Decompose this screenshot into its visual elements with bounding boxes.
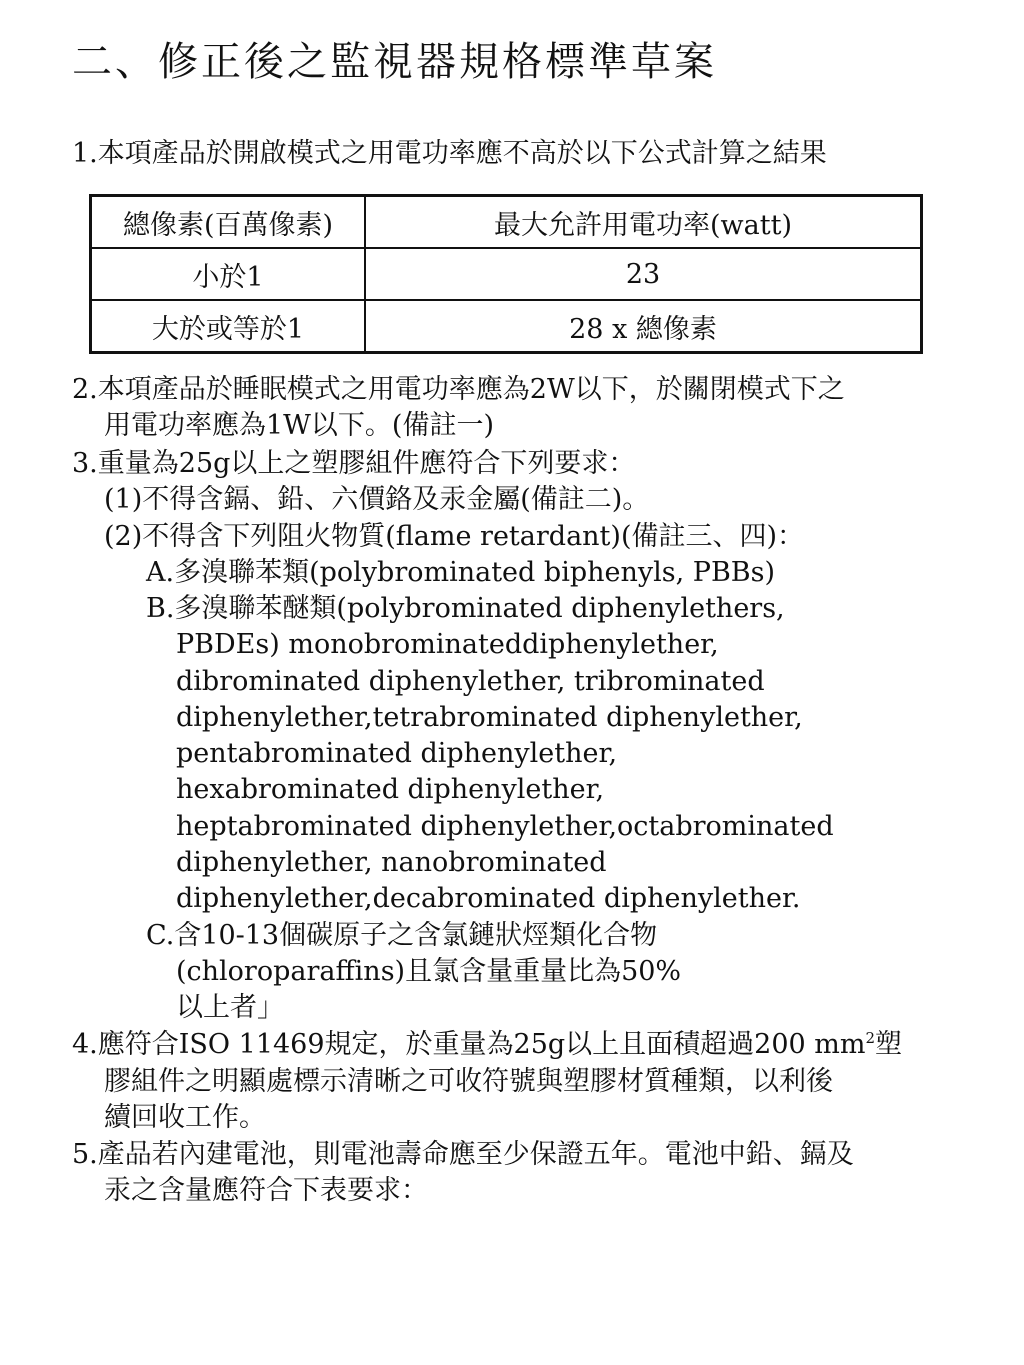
item-3-b-line: diphenylether, nanobrominated xyxy=(176,847,607,878)
item-3-b-line: dibrominated diphenylether, tribrominated xyxy=(176,666,765,697)
item-3-c-line: (chloroparaffins)且氯含量重量比為50% xyxy=(176,956,682,987)
item-1-text: 1.本項產品於開啟模式之用電功率應不高於以下公式計算之結果 xyxy=(72,138,827,169)
superscript-2: 2 xyxy=(865,1029,876,1047)
item-3-b-line: pentabrominated diphenylether, xyxy=(176,738,618,769)
table-header-row xyxy=(91,196,922,249)
item-2-line-2: 用電功率應為1W以下。(備註一) xyxy=(104,410,494,441)
item-4-line-1-text: 4.應符合ISO 11469規定，於重量為25g以上且面積超過200 mm xyxy=(72,1029,866,1060)
table-cell: 大於或等於1 xyxy=(91,300,366,353)
item-3-b-line: diphenylether,decabrominated diphenylether. xyxy=(176,883,801,914)
item-3-b-line: heptabrominated diphenylether,octabrominated xyxy=(176,811,834,842)
item-3-sub-2: (2)不得含下列阻火物質(flame retardant)(備註三、四)： xyxy=(104,521,805,552)
item-2-line-1: 2.本項產品於睡眠模式之用電功率應為2W以下，於關閉模式下之 xyxy=(72,374,845,405)
table-cell: 23 xyxy=(365,248,922,300)
table-cell: 小於1 xyxy=(91,248,366,300)
page-title: 二、修正後之監視器規格標準草案 xyxy=(72,39,717,85)
item-3-a: A.多溴聯苯類(polybrominated biphenyls, PBBs) xyxy=(146,557,776,588)
table-row xyxy=(91,248,922,300)
item-3-heading: 3.重量為25g以上之塑膠組件應符合下列要求： xyxy=(72,448,636,479)
item-3-b-line: B.多溴聯苯醚類(polybrominated diphenylethers, xyxy=(146,593,785,624)
table-row xyxy=(91,300,922,353)
item-4-line-2: 膠組件之明顯處標示清晰之可收符號與塑膠材質種類，以利後 xyxy=(104,1066,833,1097)
item-5-line-2: 汞之含量應符合下表要求： xyxy=(104,1175,428,1206)
item-3-b-line: diphenylether,tetrabrominated diphenylether, xyxy=(176,702,803,733)
item-3-b-line: PBDEs) monobrominateddiphenylether, xyxy=(176,629,719,660)
item-3-c-line: C.含10-13個碳原子之含氯鏈狀烴類化合物 xyxy=(146,920,658,951)
item-4-line-1-end: 塑 xyxy=(875,1029,903,1060)
table-header-total-pixels: 總像素(百萬像素) xyxy=(91,196,366,249)
item-4-line-1 xyxy=(72,1027,902,1063)
power-table xyxy=(89,194,923,354)
item-4-line-3: 續回收工作。 xyxy=(104,1102,266,1133)
item-3-sub-1: (1)不得含鎘、鉛、六價鉻及汞金屬(備註二)。 xyxy=(104,484,650,515)
table-header-max-power: 最大允許用電功率(watt) xyxy=(365,196,922,249)
item-5-line-1: 5.產品若內建電池，則電池壽命應至少保證五年。電池中鉛、鎘及 xyxy=(72,1139,854,1170)
item-3-c-line: 以上者」 xyxy=(176,992,284,1023)
item-3-b-line: hexabrominated diphenylether, xyxy=(176,774,605,805)
table-cell: 28 x 總像素 xyxy=(365,300,922,353)
